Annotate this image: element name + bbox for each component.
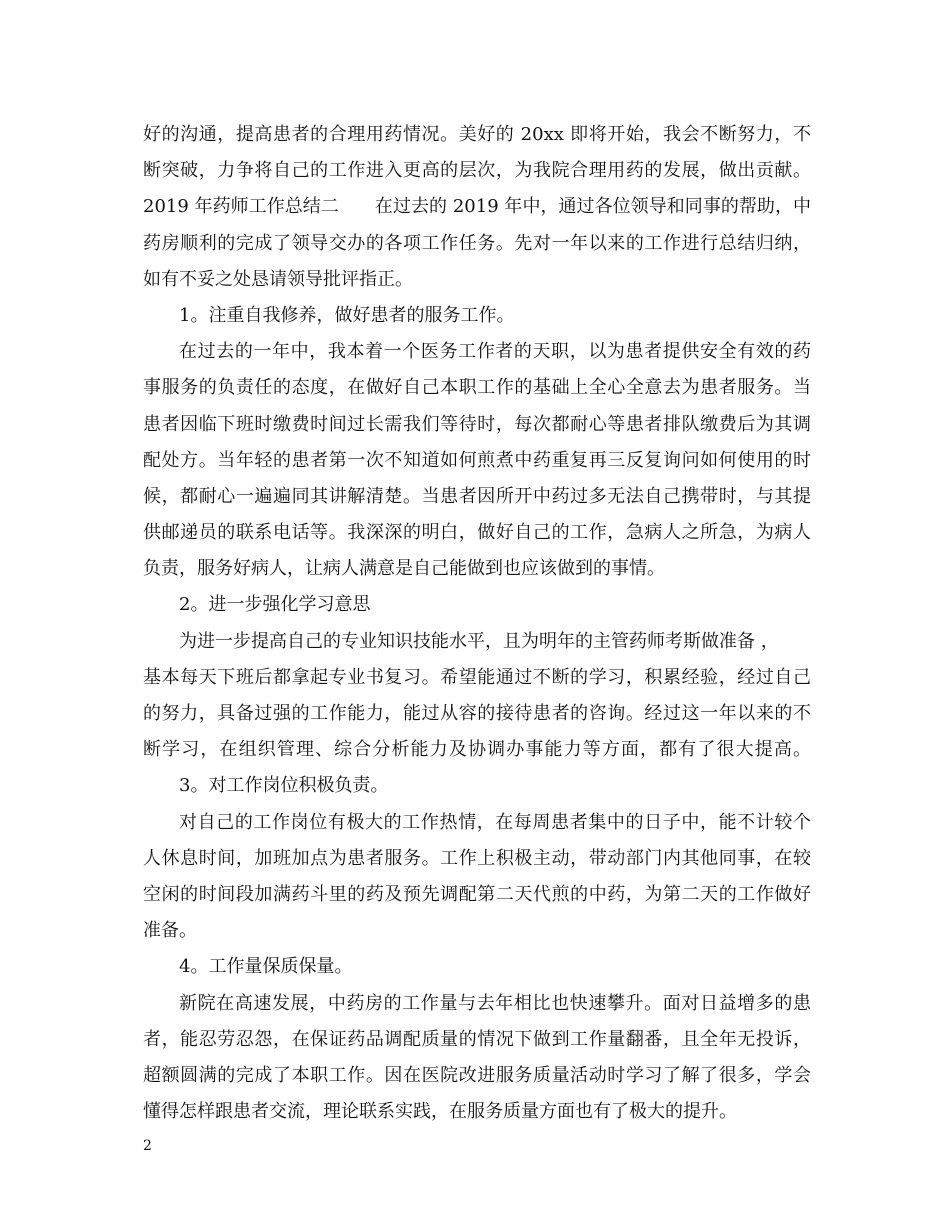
text-line: 基本每天下班后都拿起专业书复习。希望能通过不断的学习，积累经验，经过自己 [143, 666, 811, 688]
page-number: 2 [143, 1138, 152, 1154]
text-line: 对自己的工作岗位有极大的工作热情，在每周患者集中的日子中，能不计较个 [179, 811, 811, 833]
text-line: 懂得怎样跟患者交流，理论联系实践，在服务质量方面也有了极大的提升。 [143, 1101, 737, 1123]
text-line: 为进一步提高自己的专业知识技能水平，且为明年的主管药师考斯做准备 ， [179, 630, 779, 652]
text-line: 好的沟通，提高患者的合理用药情况。美好的 20xx 即将开始，我会不断努力，不 [143, 124, 811, 145]
text-line: 如有不妥之处恳请领导批评指正。 [143, 268, 413, 290]
document-body [143, 117, 811, 1130]
section-heading: 4。工作量保质保量。 [179, 956, 353, 978]
section-heading: 1。注重自我修养，做好患者的服务工作。 [179, 304, 515, 326]
text-line: 者，能忍劳忍怨，在保证药品调配质量的情况下做到工作量翻番，且全年无投诉， [143, 1028, 811, 1050]
text-line: 药房顺利的完成了领导交办的各项工作任务。先对一年以来的工作进行总结归纳， [143, 232, 811, 254]
text-line: 2019 年药师工作总结二 在过去的 2019 年中，通过各位领导和同事的帮助，中 [143, 196, 811, 218]
text-line: 负责，服务好病人，让病人满意是自己能做到也应该做到的事情。 [143, 558, 665, 580]
text-line: 空闲的时间段加满药斗里的药及预先调配第二天代煎的中药，为第二天的工作做好 [143, 883, 811, 905]
text-line: 患者因临下班时缴费时间过长需我们等待时，每次都耐心等患者排队缴费后为其调 [143, 413, 811, 435]
text-line: 事服务的负责任的态度，在做好自己本职工作的基础上全心全意去为患者服务。当 [143, 377, 811, 399]
text-line: 的努力，具备过强的工作能力，能过从容的接待患者的咨询。经过这一年以来的不 [143, 703, 811, 724]
section-heading: 3。对工作岗位积极负责。 [179, 775, 389, 797]
text-line: 断学习，在组织管理、综合分析能力及协调办事能力等方面，都有了很大提高。 [143, 739, 811, 761]
section-heading: 2。进一步强化学习意思 [179, 594, 371, 616]
text-line: 配处方。当年轻的患者第一次不知道如何煎煮中药重复再三反复询问如何使用的时 [143, 449, 811, 471]
text-line: 在过去的一年中，我本着一个医务工作者的天职，以为患者提供安全有效的药 [179, 341, 811, 363]
text-line: 新院在高速发展，中药房的工作量与去年相比也快速攀升。面对日益增多的患 [179, 992, 811, 1014]
text-line: 候，都耐心一遍遍同其讲解清楚。当患者因所开中药过多无法自己携带时，与其提 [143, 485, 811, 507]
text-line: 人休息时间，加班加点为患者服务。工作上积极主动，带动部门内其他同事，在较 [143, 847, 811, 869]
text-line: 超额圆满的完成了本职工作。因在医院改进服务质量活动时学习了解了很多，学会 [143, 1064, 811, 1086]
text-line: 供邮递员的联系电话等。我深深的明白，做好自己的工作，急病人之所急，为病人 [143, 522, 811, 544]
text-line: 准备。 [143, 920, 197, 942]
text-line: 断突破，力争将自己的工作进入更高的层次，为我院合理用药的发展，做出贡献。 [143, 160, 811, 182]
